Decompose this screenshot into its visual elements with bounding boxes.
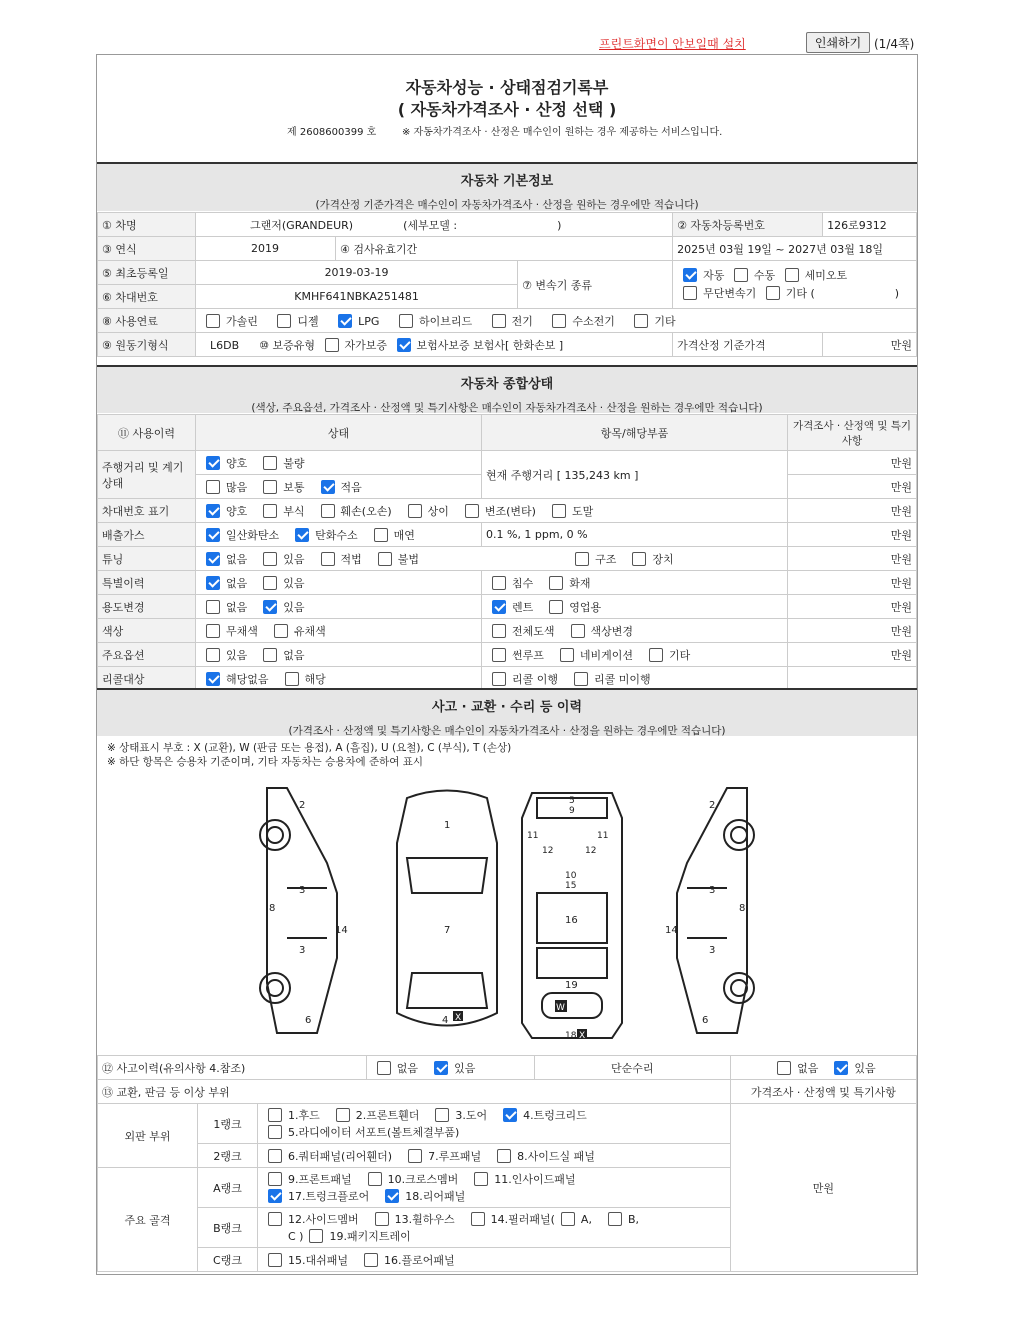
opt: 있음	[226, 648, 248, 662]
opt: 리콜 미이행	[594, 672, 651, 686]
check[interactable]	[268, 1253, 282, 1267]
check[interactable]	[263, 648, 277, 662]
part: C )	[288, 1229, 304, 1243]
car-diagram	[247, 783, 767, 1043]
check[interactable]	[206, 576, 220, 590]
check[interactable]	[206, 624, 220, 638]
label: 가격조사 · 산정액 및 특기사항	[730, 1080, 916, 1104]
check[interactable]	[503, 1108, 517, 1122]
print-button[interactable]: 인쇄하기	[806, 32, 870, 53]
opt: 도말	[571, 504, 594, 518]
check[interactable]	[338, 314, 352, 328]
check[interactable]	[734, 268, 748, 282]
group-label: 주요 골격	[98, 1168, 198, 1272]
top-bar	[96, 32, 918, 54]
svg-text:11: 11	[527, 831, 539, 841]
check[interactable]	[274, 624, 288, 638]
part: 4.트렁크리드	[523, 1108, 587, 1122]
value: 그랜저(GRANDEUR)	[250, 218, 354, 232]
svg-text:6: 6	[702, 1015, 709, 1026]
col-header: 상태	[196, 415, 482, 451]
svg-text:19: 19	[565, 980, 578, 991]
check[interactable]	[549, 576, 563, 590]
value: (세부모델 :	[403, 218, 458, 232]
check[interactable]	[206, 552, 220, 566]
check[interactable]	[268, 1149, 282, 1163]
value: )	[557, 218, 562, 232]
svg-text:15: 15	[565, 881, 577, 891]
opt: 수동	[753, 268, 776, 282]
check[interactable]	[206, 480, 220, 494]
opt: 해당없음	[226, 672, 269, 686]
opt: 없음	[226, 600, 248, 614]
opt: 무단변속기	[703, 286, 757, 300]
part: 1.후드	[288, 1108, 320, 1122]
opt: 하이브리드	[418, 314, 473, 328]
label: 가격산정 기준가격	[673, 333, 823, 357]
row-label: 리콜대상	[98, 667, 196, 691]
opt: 썬루프	[512, 648, 544, 662]
check[interactable]	[571, 624, 585, 638]
svg-text:14: 14	[665, 925, 678, 936]
svg-text:12: 12	[542, 846, 554, 856]
accident-table	[97, 1055, 917, 1272]
check[interactable]	[263, 504, 277, 518]
check[interactable]	[321, 480, 335, 494]
check[interactable]	[377, 1061, 391, 1075]
check[interactable]	[560, 648, 574, 662]
install-link[interactable]: 프린트화면이 안보일때 설치	[599, 37, 746, 51]
check[interactable]	[408, 1149, 422, 1163]
check[interactable]	[497, 1149, 511, 1163]
check[interactable]	[295, 528, 309, 542]
svg-text:3: 3	[299, 945, 306, 956]
check[interactable]	[206, 504, 220, 518]
svg-text:3: 3	[709, 885, 716, 896]
opt: 없음	[396, 1061, 419, 1075]
doc-note: ※ 자동차가격조사 · 산정은 매수인이 원하는 경우 제공하는 서비스입니다.	[402, 127, 723, 138]
svg-text:6: 6	[305, 1015, 312, 1026]
basic-section-header	[97, 162, 917, 211]
label: ① 차명	[98, 213, 196, 237]
check[interactable]	[777, 1061, 791, 1075]
accident-title: 사고 · 교환 · 수리 등 이력	[431, 700, 583, 715]
check[interactable]	[492, 672, 506, 686]
header	[97, 55, 917, 163]
opt: 기타 (	[785, 286, 815, 300]
check[interactable]	[368, 1172, 382, 1186]
svg-text:W: W	[556, 1003, 565, 1013]
opt: 없음	[226, 576, 248, 590]
value: 2019-03-19	[196, 261, 518, 285]
overall-table	[97, 414, 917, 691]
check[interactable]	[321, 504, 335, 518]
svg-text:4: 4	[442, 1015, 449, 1026]
rank-label: B랭크	[198, 1208, 258, 1248]
opt: 부식	[283, 504, 305, 518]
check[interactable]	[364, 1253, 378, 1267]
legend-notes	[107, 741, 511, 769]
part: 3.도어	[455, 1108, 488, 1122]
label: ⑫ 사고이력(유의사항 4.참조)	[98, 1056, 367, 1080]
rank-label: C랭크	[198, 1248, 258, 1272]
check[interactable]	[285, 672, 299, 686]
basic-title: 자동차 기본정보	[460, 174, 554, 189]
part: 6.쿼터패널(리어휀더)	[288, 1149, 393, 1163]
row-label: 색상	[98, 619, 196, 643]
opt: 전체도색	[512, 624, 555, 638]
col-header: ⑪ 사용이력	[98, 415, 196, 451]
check[interactable]	[434, 1061, 448, 1075]
opt: 리콜 이행	[512, 672, 559, 686]
svg-text:2: 2	[709, 800, 716, 811]
svg-text:18: 18	[565, 1031, 577, 1041]
overall-title: 자동차 종합상태	[460, 377, 554, 392]
unit: 만원	[788, 547, 917, 571]
check[interactable]	[435, 1108, 449, 1122]
svg-text:3: 3	[709, 945, 716, 956]
opt: 불량	[283, 456, 305, 470]
check[interactable]	[492, 314, 506, 328]
svg-text:12: 12	[585, 846, 597, 856]
check[interactable]	[608, 1212, 622, 1226]
check[interactable]	[263, 456, 277, 470]
opt: 장치	[652, 552, 674, 566]
check[interactable]	[206, 528, 220, 542]
opt: 전기	[511, 314, 533, 328]
opt: 상이	[427, 504, 449, 518]
check[interactable]	[385, 1189, 399, 1203]
label: ⑬ 교환, 판금 등 이상 부위	[98, 1080, 731, 1104]
page-number: (1/4쪽)	[874, 37, 915, 51]
part: 18.리어패널	[405, 1189, 466, 1203]
opt: 유채색	[293, 624, 326, 638]
opt: 있음	[854, 1061, 876, 1075]
svg-text:X: X	[455, 1013, 462, 1023]
row-label: 배출가스	[98, 523, 196, 547]
check[interactable]	[325, 338, 339, 352]
label: ② 자동차등록번호	[673, 213, 823, 237]
label: ③ 연식	[98, 237, 196, 261]
part: 11.인사이드패널	[494, 1172, 576, 1186]
opt: 있음	[283, 552, 305, 566]
label: ⑩ 보증유형	[259, 338, 316, 352]
check[interactable]	[649, 648, 663, 662]
opt: 있음	[283, 600, 305, 614]
opt: 자가보증	[344, 338, 388, 352]
unit: 만원	[730, 1104, 916, 1272]
opt: 많음	[226, 480, 248, 494]
opt: 적음	[340, 480, 362, 494]
part: 2.프론트휀더	[355, 1108, 420, 1122]
check[interactable]	[399, 314, 413, 328]
svg-text:14: 14	[335, 925, 348, 936]
part: 14.필러패널(	[490, 1212, 555, 1226]
opt: 탄화수소	[315, 528, 358, 542]
check[interactable]	[766, 286, 780, 300]
svg-text:1: 1	[444, 820, 451, 831]
opt: 구조	[595, 552, 617, 566]
check[interactable]	[552, 314, 566, 328]
check[interactable]	[397, 338, 411, 352]
opt: 무채색	[226, 624, 258, 638]
opt: 적법	[340, 552, 362, 566]
row-label: 용도변경	[98, 595, 196, 619]
check[interactable]	[321, 552, 335, 566]
unit: 만원	[823, 333, 917, 357]
check[interactable]	[263, 480, 277, 494]
check[interactable]	[492, 576, 506, 590]
overall-sub: (색상, 주요옵션, 가격조사 · 산정액 및 특기사항은 매수인이 자동차가격조사 · 산정을 원하는 경우에만 적습니다)	[251, 402, 763, 414]
car-right-side	[665, 788, 754, 1033]
value: 2019	[196, 237, 336, 261]
svg-text:8: 8	[269, 903, 276, 914]
svg-text:10: 10	[565, 871, 577, 881]
row-label: 차대번호 표기	[98, 499, 196, 523]
part: 5.라디에이터 서포트(볼트체결부품)	[288, 1125, 460, 1139]
accident-section-header	[97, 688, 917, 736]
label: ④ 검사유효기간	[336, 237, 673, 261]
opt: 침수	[512, 576, 534, 590]
svg-text:2: 2	[299, 800, 306, 811]
rank-label: A랭크	[198, 1168, 258, 1208]
opt: 양호	[226, 504, 248, 518]
opt: 색상변경	[590, 624, 634, 638]
label: ⑧ 사용연료	[98, 309, 196, 333]
check[interactable]	[268, 1189, 282, 1203]
basic-sub: (가격산정 기준가격은 매수인이 자동차가격조사 · 산정을 원하는 경우에만 적습니다)	[315, 199, 699, 211]
part: 16.플로어패널	[384, 1253, 455, 1267]
check[interactable]	[375, 1212, 389, 1226]
opt: 매연	[393, 528, 415, 542]
col-header: 가격조사 · 산정액 및 특기사항	[788, 415, 917, 451]
label: ⑨ 원동기형식	[98, 333, 196, 357]
value: 2025년 03월 19일 ~ 2027년 03월 18일	[673, 237, 917, 261]
svg-text:7: 7	[444, 925, 451, 936]
value: L6DB	[210, 338, 240, 352]
part: 12.사이드멤버	[288, 1212, 359, 1226]
unit: 만원	[788, 499, 917, 523]
car-left-side	[260, 788, 348, 1033]
label: ⑥ 차대번호	[98, 285, 196, 309]
part: 13.휠하우스	[394, 1212, 455, 1226]
check[interactable]	[683, 286, 697, 300]
part: 7.루프패널	[428, 1149, 482, 1163]
row-label: 특별이력	[98, 571, 196, 595]
svg-text:5: 5	[569, 796, 575, 806]
row-label: 주요옵션	[98, 643, 196, 667]
check[interactable]	[336, 1108, 350, 1122]
check[interactable]	[268, 1108, 282, 1122]
opt: 없음	[797, 1061, 819, 1075]
note-2: ※ 하단 항목은 승용차 기준이며, 기타 자동차는 승용차에 준하여 표시	[107, 756, 424, 768]
part: 17.트렁크플로어	[288, 1189, 370, 1203]
check[interactable]	[471, 1212, 485, 1226]
doc-subtitle: ( 자동차가격조사 · 산정 선택 )	[397, 100, 617, 119]
check[interactable]	[309, 1229, 323, 1243]
car-frame-view	[522, 793, 622, 1041]
opt: 있음	[283, 576, 305, 590]
part: 8.사이드실 패널	[517, 1149, 595, 1163]
part: 19.패키지트레이	[329, 1229, 411, 1243]
col-header: 항목/해당부품	[482, 415, 788, 451]
opt: 기타	[669, 648, 691, 662]
opt: 해당	[304, 672, 326, 686]
check[interactable]	[834, 1061, 848, 1075]
doc-number: 제 2608600399 호	[287, 127, 377, 138]
check[interactable]	[575, 552, 589, 566]
opt: 렌트	[512, 600, 534, 614]
svg-text:9: 9	[569, 806, 575, 816]
opt: 있음	[454, 1061, 476, 1075]
unit: 만원	[788, 523, 917, 547]
check[interactable]	[465, 504, 479, 518]
check[interactable]	[268, 1172, 282, 1186]
check[interactable]	[206, 456, 220, 470]
value: 126로9312	[823, 213, 917, 237]
check[interactable]	[206, 648, 220, 662]
check[interactable]	[206, 672, 220, 686]
note-1: ※ 상태표시 부호 : X (교환), W (판금 또는 용접), A (흠집), U (요철), C (부식), T (손상)	[107, 742, 512, 754]
row-label: 주행거리 및 계기상태	[98, 451, 196, 499]
row-label: 튜닝	[98, 547, 196, 571]
check[interactable]	[268, 1125, 282, 1139]
mileage: 현재 주행거리 [ 135,243 km ]	[482, 451, 788, 499]
check[interactable]	[277, 314, 291, 328]
opt: )	[894, 286, 900, 300]
opt: 일산화탄소	[226, 528, 280, 542]
unit: 만원	[788, 595, 917, 619]
check[interactable]	[561, 1212, 575, 1226]
opt: 기타	[654, 314, 676, 328]
check[interactable]	[492, 648, 506, 662]
svg-text:11: 11	[597, 831, 609, 841]
svg-text:16: 16	[565, 915, 578, 926]
unit: 만원	[788, 571, 917, 595]
opt: 불법	[397, 552, 420, 566]
check[interactable]	[492, 600, 506, 614]
unit: 만원	[788, 451, 917, 475]
unit: 만원	[788, 475, 917, 499]
opt: 없음	[283, 648, 305, 662]
unit: 만원	[788, 619, 917, 643]
accident-sub: (가격조사 · 산정액 및 특기사항은 매수인이 자동차가격조사 · 산정을 원하는 경우에만 적습니다)	[288, 725, 726, 737]
opt: 영업용	[569, 600, 602, 614]
check[interactable]	[474, 1172, 488, 1186]
check[interactable]	[263, 552, 277, 566]
opt: 수소전기	[572, 314, 615, 328]
opt: 가솔린	[226, 314, 258, 328]
opt: 세미오토	[804, 268, 848, 282]
value: KMHF641NBKA251481	[196, 285, 518, 309]
opt: 화재	[569, 576, 591, 590]
check[interactable]	[492, 624, 506, 638]
unit: 만원	[788, 643, 917, 667]
check[interactable]	[206, 314, 220, 328]
svg-text:3: 3	[299, 885, 306, 896]
check[interactable]	[263, 600, 277, 614]
group-label: 외판 부위	[98, 1104, 198, 1168]
opt: 자동	[703, 268, 725, 282]
doc-title: 자동차성능 · 상태점검기록부	[405, 78, 609, 97]
check[interactable]	[574, 672, 588, 686]
part: 15.대쉬패널	[288, 1253, 348, 1267]
rank-label: 1랭크	[198, 1104, 258, 1144]
car-top-view	[397, 791, 497, 1027]
check[interactable]	[263, 576, 277, 590]
check[interactable]	[552, 504, 566, 518]
basic-table	[97, 212, 917, 357]
check[interactable]	[206, 600, 220, 614]
check[interactable]	[785, 268, 799, 282]
svg-text:8: 8	[739, 903, 746, 914]
opt: 보험사보증 보험사[ 한화손보 ]	[416, 338, 564, 352]
opt: 훼손(오손)	[340, 504, 392, 518]
opt: 디젤	[297, 314, 319, 328]
check[interactable]	[634, 314, 648, 328]
check[interactable]	[408, 504, 422, 518]
opt: 양호	[226, 456, 248, 470]
check[interactable]	[683, 268, 697, 282]
inspection-sheet	[96, 54, 918, 1275]
check[interactable]	[378, 552, 392, 566]
label: 단순수리	[534, 1056, 730, 1080]
label: ⑦ 변속기 종류	[518, 261, 673, 309]
check[interactable]	[632, 552, 646, 566]
opt: 보통	[283, 480, 305, 494]
part: A,	[580, 1212, 592, 1226]
check[interactable]	[374, 528, 388, 542]
part: 9.프론트패널	[288, 1172, 352, 1186]
overall-section-header	[97, 365, 917, 413]
opt: LPG	[358, 314, 380, 328]
opt: 변조(변타)	[484, 504, 536, 518]
rank-label: 2랭크	[198, 1144, 258, 1168]
opt: 네비게이션	[579, 648, 634, 662]
svg-text:X: X	[579, 1031, 586, 1041]
check[interactable]	[549, 600, 563, 614]
check[interactable]	[268, 1212, 282, 1226]
label: ⑤ 최초등록일	[98, 261, 196, 285]
part: 10.크로스멤버	[387, 1172, 459, 1186]
part: B,	[627, 1212, 639, 1226]
emission-values: 0.1 %, 1 ppm, 0 %	[482, 523, 788, 547]
opt: 없음	[226, 552, 248, 566]
